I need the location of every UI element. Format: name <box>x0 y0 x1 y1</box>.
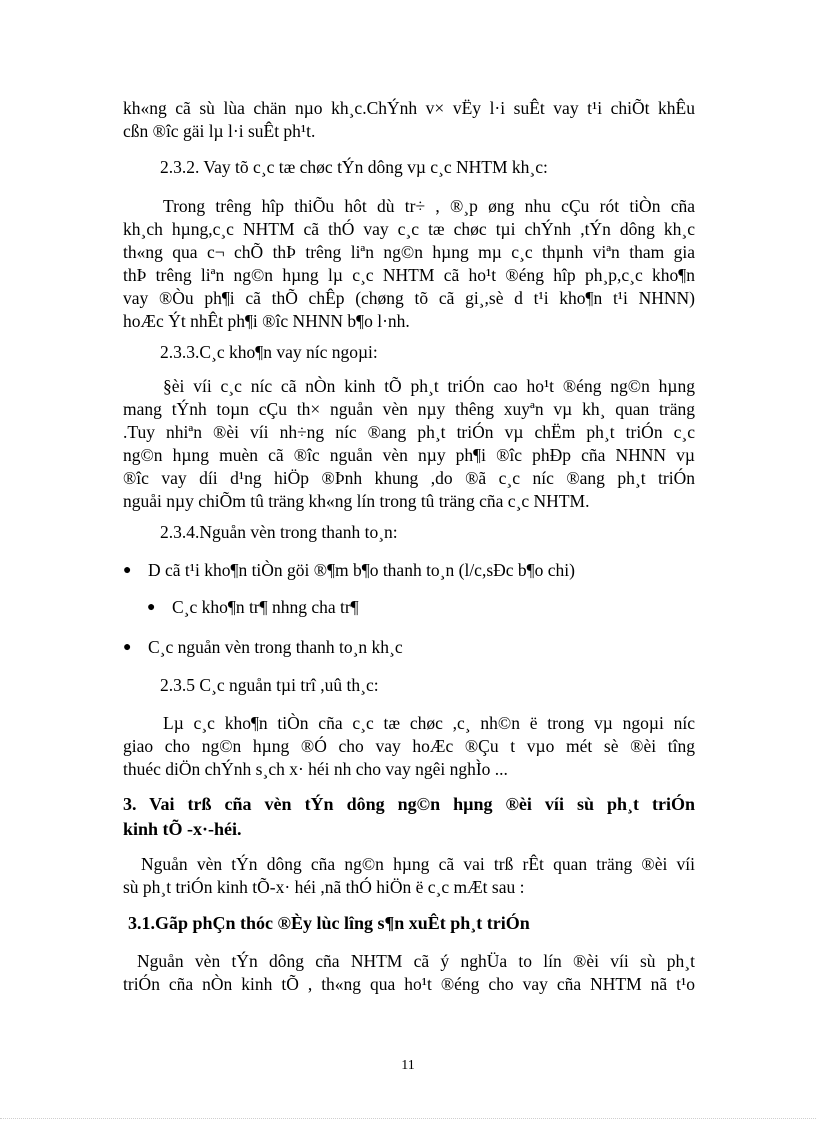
list-item <box>123 636 723 659</box>
list-item <box>123 559 723 582</box>
text-line: .Tuy nhiªn ®èi víi nh÷ng níc ®ang ph¸t triÓn vµ chËm ph¸t triÓn c¸c <box>123 422 695 442</box>
text-line: vay ®Òu ph¶i cã thÕ chÊp (chøng tõ cã gi¸,sè d t¹i kho¶n t¹i NHNN) <box>123 288 695 308</box>
list-item-text: C¸c nguån vèn trong thanh to¸n kh¸c <box>148 637 403 657</box>
page-bottom-divider <box>0 1118 816 1119</box>
paragraph-31 <box>123 950 695 996</box>
text-line: kh¸ch hµng,c¸c NHTM cã thÓ vay c¸c tæ chøc tµi chÝnh ,tÝn dông kh¸c <box>123 219 695 239</box>
paragraph-232 <box>123 195 695 333</box>
text-line: th«ng qua c¬ chÕ thÞ trêng liªn ng©n hµng mµ c¸c thµnh viªn tham gia <box>123 242 695 262</box>
bullet-icon: ● <box>147 600 156 615</box>
list-item <box>147 596 747 619</box>
list-item-text: D cã t¹i kho¶n tiÒn göi ®¶m b¶o thanh to¸n (l/c,sÐc b¶o chi) <box>148 560 575 580</box>
text-line: hoÆc Ýt nhÊt ph¶i ®îc NHNN b¶o l·nh. <box>123 311 410 331</box>
text-line: nguåi nµy chiÕm tû träng kh«ng lín trong tû träng cña c¸c NHTM. <box>123 491 590 511</box>
section-heading: 2.3.4.Nguån vèn trong thanh to¸n: <box>160 522 398 542</box>
section-heading-31: 3.1.Gãp phÇn thóc ®Èy lùc lîng s¶n xuÊt ph¸t triÓn <box>128 913 530 933</box>
paragraph-235 <box>123 712 695 781</box>
section-heading-232 <box>160 156 700 179</box>
text-line: Nguån vèn tÝn dông cña ng©n hµng cã vai trß rÊt quan träng ®èi víi <box>141 854 695 874</box>
text-line: mang tÝnh toµn cÇu th× nguån vèn nµy thêng xuyªn vµ kh¸ quan träng <box>123 399 695 419</box>
section-heading: 3. Vai trß cña vèn tÝn dông ng©n hµng ®èi víi sù ph¸t triÓn <box>123 794 695 814</box>
text-line: ®îc vay díi d¹ng hiÖp ®Þnh khung ,do ®ã c¸c níc ®ang ph¸t triÓn <box>123 468 695 488</box>
text-line: ng©n hµng muèn cã ®îc nguån vèn nµy ph¶i ®îc phÐp cña NHNN vµ <box>123 445 695 465</box>
section-heading-3 <box>123 792 695 842</box>
text-line: Nguån vèn tÝn dông cña NHTM cã ý nghÜa to lín ®èi víi sù ph¸t <box>137 951 695 971</box>
text-line: triÓn cña nÒn kinh tÕ , th«ng qua ho¹t ®éng cho vay cña NHTM nã t¹o <box>123 974 695 994</box>
bullet-icon: ● <box>123 640 132 655</box>
bullet-icon: ● <box>123 563 132 578</box>
section-heading: 2.3.3.C¸c kho¶n vay níc ngoµi: <box>160 342 378 362</box>
text-line: Trong trêng hîp thiÕu hôt dù tr÷ , ®¸p øng nhu cÇu rót tiÒn cña <box>163 196 695 216</box>
text-line: kh«ng cã sù lùa chän nµo kh¸c.ChÝnh v× vËy l·i suÊt vay t¹i chiÕt khÊu <box>123 98 695 118</box>
text-line: §èi víi c¸c níc cã nÒn kinh tÕ ph¸t triÓn cao ho¹t ®éng ng©n hµng <box>163 376 695 396</box>
paragraph-3 <box>123 853 695 899</box>
page-number: 11 <box>401 1058 415 1073</box>
text-line: Lµ c¸c kho¶n tiÒn cña c¸c tæ chøc ,c¸ nh©n ë trong vµ ngoµi níc <box>163 713 695 733</box>
section-heading-233 <box>160 341 700 364</box>
list-item-text: C¸c kho¶n tr¶ nhng cha tr¶ <box>172 597 359 617</box>
section-heading: 2.3.2. Vay tõ c¸c tæ chøc tÝn dông vµ c¸c NHTM kh¸c: <box>160 157 548 177</box>
section-heading-234 <box>160 521 700 544</box>
text-line: thÞ trêng liªn ng©n hµng lµ c¸c NHTM cã ho¹t ®éng hîp ph¸p,c¸c kho¶n <box>123 265 695 285</box>
section-heading: 2.3.5 C¸c nguån tµi trî ,uû th¸c: <box>160 675 379 695</box>
section-heading-235 <box>160 674 700 697</box>
section-heading: kinh tÕ -x·-héi. <box>123 819 242 839</box>
intro-paragraph <box>123 97 695 143</box>
text-line: cßn ®îc gäi lµ l·i suÊt ph¹t. <box>123 121 316 141</box>
text-line: sù ph¸t triÓn kinh tÕ-x· héi ,nã thÓ hiÖn ë c¸c mÆt sau : <box>123 877 525 897</box>
text-line: giao cho ng©n hµng ®Ó cho vay hoÆc ®Çu t vµo mét sè ®èi tîng <box>123 736 695 756</box>
text-line: thuéc diÖn chÝnh s¸ch x· héi nh cho vay ngêi nghÌo ... <box>123 759 508 779</box>
paragraph-233 <box>123 375 695 513</box>
